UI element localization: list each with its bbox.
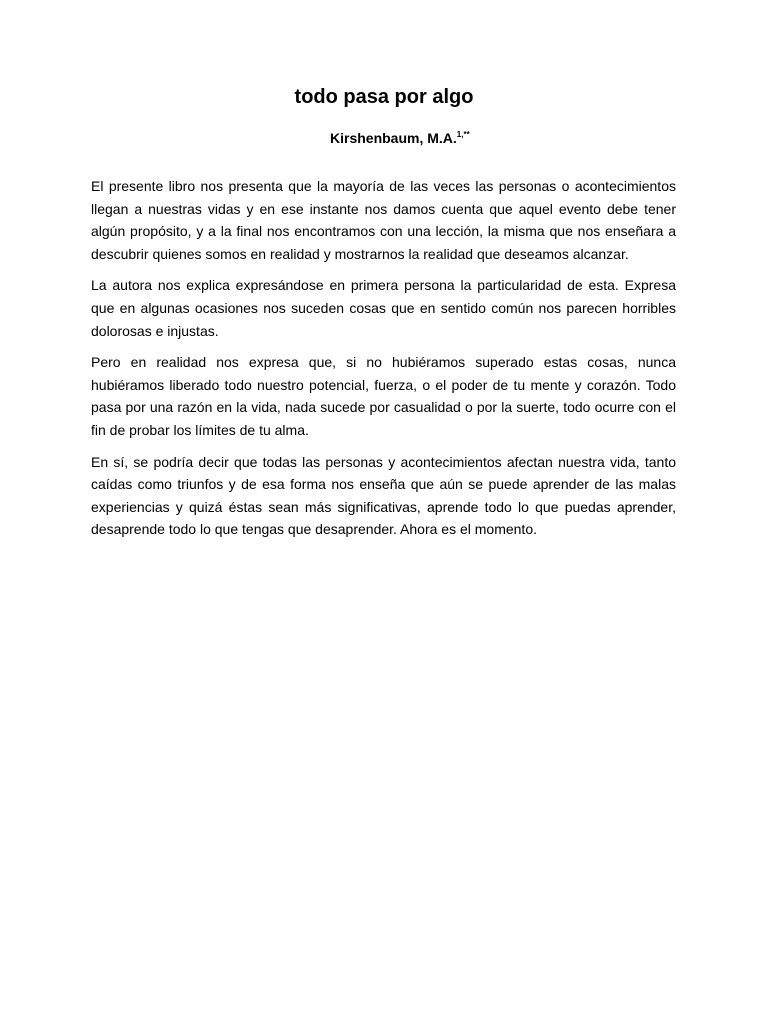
paragraph: La autora nos explica expresándose en primera persona la particularidad de esta. Expresa que en algunas ocasiones nos suceden cosas que en sentido común nos parecen horribles dolorosas e injustas.: [91, 277, 676, 339]
document-body: [91, 175, 676, 550]
document-title: todo pasa por algo: [294, 86, 474, 108]
paragraph: Pero en realidad nos expresa que, si no hubiéramos superado estas cosas, nunca hubiéramos liberado todo nuestro potencial, fuerza, o el poder de tu mente y corazón. Todo pasa por una razón en la vida, nada sucede por casualidad o por la suerte, todo ocurre con el fin de probar los límites de tu alma.: [91, 354, 676, 438]
paragraph: En sí, se podría decir que todas las personas y acontecimientos afectan nuestra vida, tanto caídas como triunfos y de esa forma nos enseña que aún se puede aprender de las malas experiencias y quizá éstas sean más significativas, aprende todo lo que puedas aprender, desaprende todo lo que tengas que desaprender. Ahora es el momento.: [91, 453, 676, 538]
author-line: [330, 128, 470, 148]
paragraph: El presente libro nos presenta que la mayoría de las veces las personas o acontecimientos llegan a nuestras vidas y en ese instante nos damos cuenta que aquel evento debe tener algún propósito, y a la final nos encontramos con una lección, la misma que nos enseñara a descubrir quienes somos en realidad y mostrarnos la realidad que deseamos alcanzar.: [91, 178, 676, 262]
author-name: Kirshenbaum, M.A.: [330, 130, 457, 146]
author-affiliation-marks: 1,**: [456, 130, 470, 139]
